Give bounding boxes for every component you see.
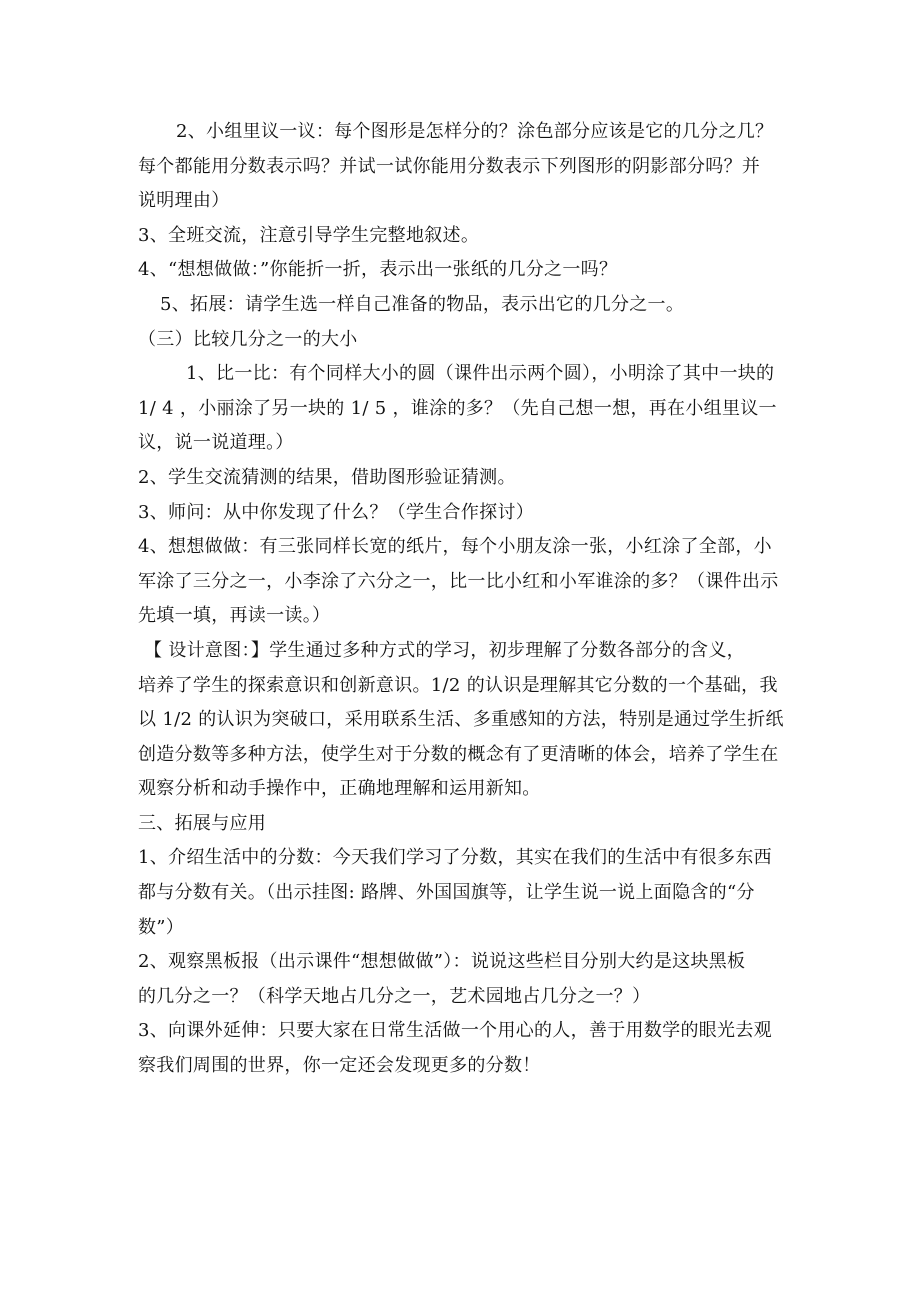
text-line: 的几分之一？（科学天地占几分之一，艺术园地占几分之一？） [138,985,651,1007]
text-line: 每个都能用分数表示吗？并试一试你能用分数表示下列图形的阴影部分吗？并 [138,155,761,177]
text-line: 创造分数等多种方法，使学生对于分数的概念有了更清晰的体会，培养了学生在 [138,743,779,765]
text-line: 2、学生交流猜测的结果，借助图形验证猜测。 [138,466,516,488]
section-heading: （三）比较几分之一的大小 [138,328,358,350]
text-line: 察我们周围的世界，你一定还会发现更多的分数！ [138,1055,541,1077]
text-line: 4、想想做做：有三张同样长宽的纸片，每个小朋友涂一张，小红涂了全部，小 [138,536,772,558]
section-heading: 三、拓展与应用 [138,812,267,834]
text-line: 1、介绍生活中的分数：今天我们学习了分数，其实在我们的生活中有很多东西 [138,847,772,869]
text-line: 1、比一比：有个同样大小的圆（课件出示两个圆），小明涂了其中一块的 [186,363,775,385]
text-line: 军涂了三分之一，小李涂了六分之一，比一比小红和小军谁涂的多？（课件出示 [138,570,779,592]
text-line: 观察分析和动手操作中，正确地理解和运用新知。 [138,778,541,800]
design-intent-line: 【 设计意图：】学生通过多种方式的学习，初步理解了分数各部分的含义， [144,639,745,661]
text-line: 2、观察黑板报（出示课件“想想做做”）：说说这些栏目分别大约是这块黑板 [138,951,746,973]
text-line: 先填一填，再读一读。） [138,605,331,627]
text-line: 3、向课外延伸：只要大家在日常生活做一个用心的人，善于用数学的眼光去观 [138,1020,772,1042]
text-line: 议，说一说道理。） [138,432,294,454]
document-page [138,115,788,1084]
text-line: 都与分数有关。（出示挂图: 路牌、外国国旗等，让学生说一说上面隐含的“分 [138,882,755,904]
text-line: 数”） [138,916,185,938]
text-line: 以 1/2 的认识为突破口，采用联系生活、多重感知的方法，特别是通过学生折纸 [138,709,784,731]
text-line: 5、拓展：请学生选一样自己准备的物品，表示出它的几分之一。 [160,293,685,315]
text-line: 4、“想想做做：”你能折一折，表示出一张纸的几分之一吗？ [138,259,618,281]
text-line: 培养了学生的探索意识和创新意识。1/2 的认识是理解其它分数的一个基础，我 [138,674,778,696]
text-line: 说明理由） [138,190,230,212]
text-line: 1/ 4 ，小丽涂了另一块的 1/ 5 ，谁涂的多？（先自己想一想，再在小组里议一 [138,397,777,419]
text-line: 3、全班交流，注意引导学生完整地叙述。 [138,224,480,246]
text-line: 3、师问：从中你发现了什么？（学生合作探讨） [138,501,535,523]
text-line: 2、小组里议一议：每个图形是怎样分的？涂色部分应该是它的几分之几？ [176,121,774,142]
